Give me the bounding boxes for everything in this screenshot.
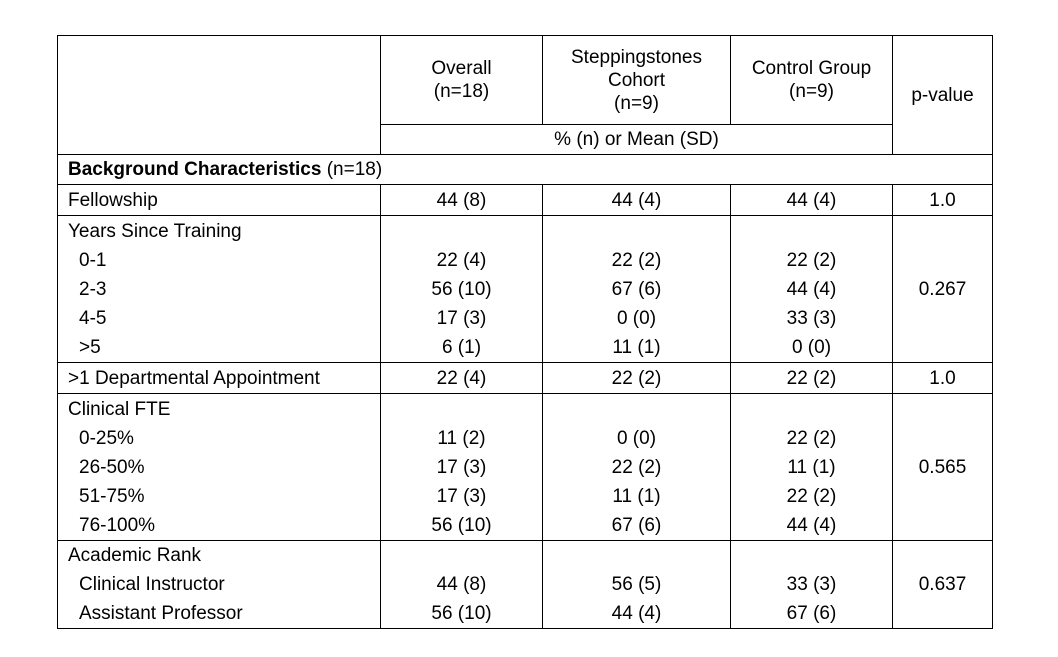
- cell-overall: 56 (10): [431, 514, 492, 536]
- header-overall-line2: (n=18): [433, 81, 490, 102]
- cell-control: 33 (3): [786, 307, 837, 329]
- cell-steppingstones: 67 (6): [611, 514, 662, 536]
- years-control: [731, 216, 893, 363]
- sub-label: >5: [79, 336, 101, 358]
- header-control: [731, 36, 893, 125]
- sub-label: 0-25%: [79, 427, 134, 449]
- header-steppingstones-line2: Cohort: [607, 69, 666, 91]
- table-row-years: [58, 216, 993, 363]
- cell-overall: 17 (3): [436, 456, 487, 478]
- cell-control: 44 (4): [731, 185, 893, 216]
- cell-overall: 11 (2): [437, 427, 486, 449]
- header-control-line2: (n=9): [789, 81, 834, 102]
- sub-label: 2-3: [79, 278, 107, 300]
- cell-overall: 17 (3): [436, 485, 487, 507]
- table-row-fellowship: [58, 185, 993, 216]
- cell-control: 67 (6): [786, 603, 837, 624]
- section-title-cell: [58, 155, 993, 185]
- header-overall: [381, 36, 543, 125]
- row-label: Academic Rank: [68, 545, 202, 566]
- cell-overall: 6 (1): [441, 336, 482, 358]
- header-steppingstones-line1: Steppingstones: [571, 46, 702, 68]
- cell-pvalue: 1.0: [893, 185, 993, 216]
- cell-control: 22 (2): [786, 249, 837, 271]
- cell-steppingstones: 11 (1): [612, 485, 661, 507]
- cell-overall: 22 (4): [381, 363, 543, 394]
- header-overall-line1: Overall: [431, 58, 492, 79]
- header-steppingstones-line3: (n=9): [614, 92, 659, 114]
- sub-label: 4-5: [79, 307, 107, 329]
- cell-steppingstones: 44 (4): [611, 603, 662, 624]
- sub-label: Assistant Professor: [79, 603, 243, 624]
- table-row-departmental: [58, 363, 993, 394]
- fte-overall: [381, 394, 543, 541]
- cell-steppingstones: 44 (4): [543, 185, 731, 216]
- sub-label: 26-50%: [79, 456, 145, 478]
- rank-control: [731, 541, 893, 629]
- cell-pvalue: 0.565: [893, 394, 993, 541]
- cell-steppingstones: 22 (2): [611, 249, 662, 271]
- section-row: [58, 155, 993, 185]
- cell-overall: 44 (8): [436, 574, 487, 595]
- cell-control: 22 (2): [786, 427, 837, 449]
- cell-control: 11 (1): [787, 456, 836, 478]
- cell-control: 0 (0): [791, 336, 832, 358]
- row-label: Clinical FTE: [68, 398, 171, 420]
- cell-control: 22 (2): [786, 485, 837, 507]
- cell-control: 33 (3): [786, 574, 837, 595]
- section-title: Background Characteristics: [68, 159, 322, 180]
- cell-overall: 56 (10): [431, 278, 492, 300]
- cell-steppingstones: 22 (2): [611, 456, 662, 478]
- row-label: Years Since Training: [68, 220, 242, 242]
- sub-label: Clinical Instructor: [79, 574, 225, 595]
- rank-overall: [381, 541, 543, 629]
- cell-steppingstones: 56 (5): [611, 574, 662, 595]
- header-steppingstones: [543, 36, 731, 125]
- row-label: >1 Departmental Appointment: [58, 363, 381, 394]
- cell-steppingstones: 22 (2): [543, 363, 731, 394]
- table-row-rank: [58, 541, 993, 629]
- section-n: (n=18): [321, 159, 383, 180]
- cell-control: 22 (2): [731, 363, 893, 394]
- sub-label: 0-1: [79, 249, 107, 271]
- cell-overall: 44 (8): [381, 185, 543, 216]
- rank-steppingstones: [543, 541, 731, 629]
- header-control-line1: Control Group: [751, 58, 872, 79]
- cell-control: 44 (4): [786, 278, 837, 300]
- years-labels: [58, 216, 381, 363]
- cell-steppingstones: 11 (1): [612, 336, 661, 358]
- fte-labels: [58, 394, 381, 541]
- units-label: % (n) or Mean (SD): [381, 125, 893, 155]
- cell-control: 44 (4): [786, 514, 837, 536]
- header-row: [58, 36, 993, 125]
- header-pvalue: p-value: [893, 36, 993, 155]
- cell-steppingstones: 0 (0): [616, 427, 657, 449]
- row-label: Fellowship: [58, 185, 381, 216]
- characteristics-table: [57, 35, 993, 629]
- cell-overall: 17 (3): [436, 307, 487, 329]
- cell-overall: 22 (4): [436, 249, 487, 271]
- cell-steppingstones: 0 (0): [616, 307, 657, 329]
- fte-steppingstones: [543, 394, 731, 541]
- header-blank-cell: [58, 36, 381, 155]
- years-steppingstones: [543, 216, 731, 363]
- cell-pvalue: 0.637: [893, 541, 993, 629]
- fte-control: [731, 394, 893, 541]
- cell-overall: 56 (10): [431, 603, 492, 624]
- sub-label: 76-100%: [79, 514, 156, 536]
- table-row-fte: [58, 394, 993, 541]
- years-overall: [381, 216, 543, 363]
- rank-labels: [58, 541, 381, 629]
- cell-steppingstones: 67 (6): [611, 278, 662, 300]
- sub-label: 51-75%: [79, 485, 145, 507]
- cell-pvalue: 1.0: [893, 363, 993, 394]
- cell-pvalue: 0.267: [893, 216, 993, 363]
